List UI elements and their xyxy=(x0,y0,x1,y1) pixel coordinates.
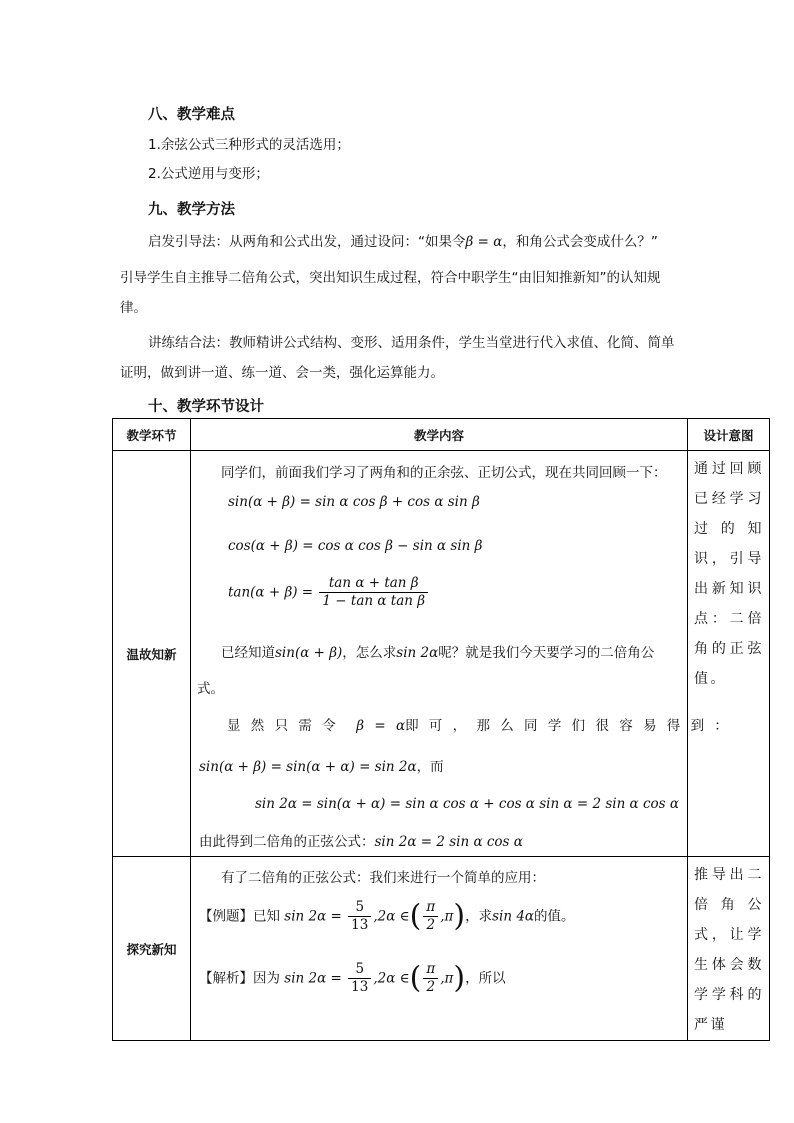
fraction-numerator: 5 xyxy=(348,899,371,917)
result-prefix: 由此得到二倍角的正弦公式： xyxy=(199,834,375,850)
method-1-suffix: ，和角公式会变成什么？” xyxy=(502,234,658,250)
formula-cos-sum: cos(α + β) = cos α cos β − sin α sin β xyxy=(228,538,483,554)
table-row xyxy=(113,857,770,1041)
question-prefix: 已经知道 xyxy=(221,645,275,661)
solution-fraction-denominator: 13 xyxy=(351,979,369,995)
stage-explore: 探究新知 xyxy=(113,857,191,1041)
tan-fraction xyxy=(319,575,428,610)
review-obvious xyxy=(227,714,728,734)
method-1-math: β = α xyxy=(465,234,503,250)
left-paren: ( xyxy=(409,898,422,934)
table-header-row xyxy=(113,419,770,451)
explore-intro: 有了二倍角的正弦公式：我们来进行一个简单的应用： xyxy=(221,870,545,886)
formula-sin-sum: sin(α + β) = sin α cos β + cos α sin β xyxy=(228,494,480,510)
difficulty-item-2: 2.公式逆用与变形； xyxy=(148,166,269,182)
pi-fraction xyxy=(423,899,438,934)
solution-line xyxy=(199,961,506,996)
heading-teaching-methods: 九、教学方法 xyxy=(148,202,235,218)
method-paragraph-1-line-1 xyxy=(148,232,658,252)
right-paren: ) xyxy=(453,898,466,934)
review-result xyxy=(199,830,523,850)
solution-math-lhs: sin 2α = xyxy=(284,970,342,987)
content-review xyxy=(191,451,728,857)
solution-pi-fraction xyxy=(423,961,438,996)
fraction-denominator: 13 xyxy=(351,917,369,933)
obvious-prefix: 显 然 只 需 令 xyxy=(227,718,336,734)
solution-fraction xyxy=(348,961,371,996)
example-fraction xyxy=(348,899,371,934)
review-question xyxy=(221,641,654,661)
solution-left-paren: ( xyxy=(409,960,422,996)
tan-lhs: tan(α + β) = xyxy=(228,584,314,601)
solution-condition: ,2α ∈ xyxy=(373,970,410,987)
header-content: 教学内容 xyxy=(191,419,688,451)
review-question-line-2: 式。 xyxy=(197,681,224,697)
heading-teaching-difficulty: 八、教学难点 xyxy=(148,107,235,123)
heading-teaching-design: 十、教学环节设计 xyxy=(148,399,264,415)
content-explore xyxy=(191,857,688,1041)
header-intent: 设计意图 xyxy=(688,419,770,451)
solution-fraction-numerator: 5 xyxy=(348,961,371,979)
intent-review xyxy=(688,451,770,857)
intent-explore-text: 推导出二倍角公式，让学生体会数学学科的严谨 xyxy=(694,867,764,1033)
pi-numerator: π xyxy=(423,899,438,917)
solution-right-paren: ) xyxy=(453,960,466,996)
solution-suffix: ，所以 xyxy=(465,970,506,987)
example-text: 已知 xyxy=(253,908,280,925)
method-paragraph-2-line-2: 证明，做到讲一道、练一道、会一类，强化运算能力。 xyxy=(120,365,444,381)
header-stage: 教学环节 xyxy=(113,419,191,451)
example-suffix-b: 的值。 xyxy=(534,908,575,925)
stage-review: 温故知新 xyxy=(113,451,191,857)
example-condition: ,2α ∈ xyxy=(373,908,410,925)
question-mid: ，怎么求 xyxy=(342,645,397,661)
difficulty-item-1: 1.余弦公式三种形式的灵活选用； xyxy=(148,137,350,153)
result-math: sin 2α = 2 sin α cos α xyxy=(374,834,523,850)
intent-explore xyxy=(688,857,770,1041)
example-suffix-a: ，求 xyxy=(465,908,493,925)
review-eq1 xyxy=(199,755,444,775)
obvious-math: β = α xyxy=(356,718,406,734)
solution-label: 【解析】 xyxy=(199,970,253,987)
pi-denominator: 2 xyxy=(426,917,436,933)
method-1-prefix: 启发引导法：从两角和公式出发，通过设问：“如果令 xyxy=(148,234,466,250)
example-line xyxy=(199,899,575,934)
eq1-suffix: ，而 xyxy=(416,759,444,775)
method-paragraph-2-line-1: 讲练结合法：教师精讲公式结构、变形、适用条件，学生当堂进行代入求值、化简、简单 xyxy=(148,335,675,351)
teaching-design-table xyxy=(112,418,770,1041)
obvious-suffix: 即 可 ， 那 么 同 学 们 很 容 易 得 到 ： xyxy=(405,718,728,734)
example-math-lhs: sin 2α = xyxy=(284,908,342,925)
example-label: 【例题】 xyxy=(199,908,253,925)
solution-pi-end: ,π xyxy=(440,970,454,987)
pi-end: ,π xyxy=(440,908,454,925)
solution-pi-denominator: 2 xyxy=(426,979,436,995)
eq1-math: sin(α + β) = sin(α + α) = sin 2α xyxy=(199,759,417,775)
review-intro: 同学们，前面我们学习了两角和的正余弦、正切公式，现在共同回顾一下： xyxy=(221,465,667,481)
intent-review-text: 通过回顾已经学习过的知识，引导出新知识点：二倍角的正弦值。 xyxy=(694,461,764,687)
question-suffix: 呢？就是我们今天要学习的二倍角公 xyxy=(438,645,655,661)
table-row xyxy=(113,451,770,857)
question-math-1: sin(α + β) xyxy=(275,645,343,661)
review-eq2: sin 2α = sin(α + α) = sin α cos α + cos α sin α = 2 sin α cos α xyxy=(255,796,679,812)
method-paragraph-1-line-2: 引导学生自主推导二倍角公式，突出知识生成过程，符合中职学生“由旧知推新知”的认知规 xyxy=(120,270,661,286)
method-paragraph-1-line-3: 律。 xyxy=(120,300,147,316)
solution-pi-numerator: π xyxy=(423,961,438,979)
formula-tan-sum xyxy=(228,575,430,610)
question-math-2: sin 2α xyxy=(396,645,439,661)
example-goal: sin 4α xyxy=(492,908,535,925)
solution-text: 因为 xyxy=(253,970,280,987)
tan-numerator: tan α + tan β xyxy=(319,575,428,593)
tan-denominator: 1 − tan α tan β xyxy=(322,593,426,609)
